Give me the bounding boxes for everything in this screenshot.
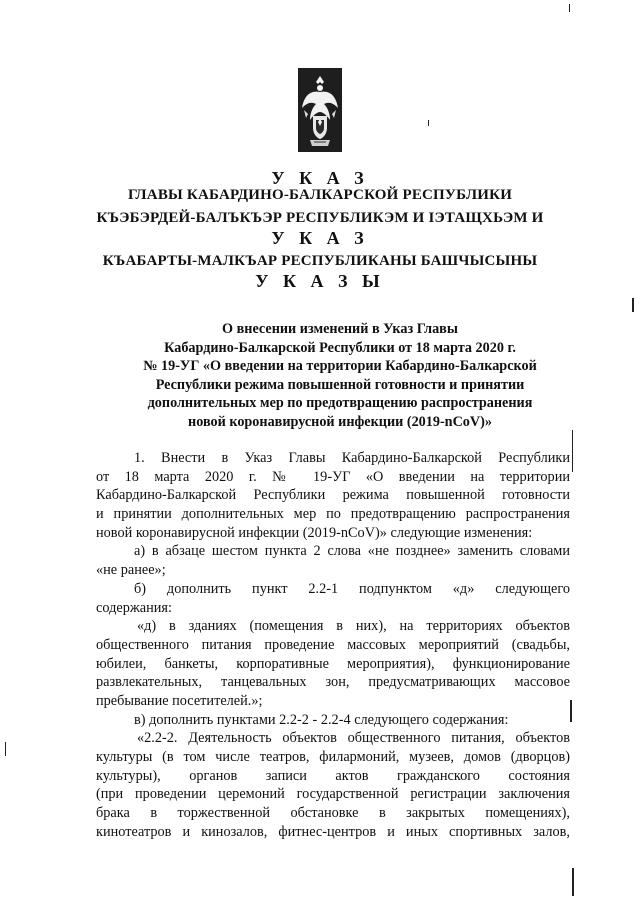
title-line: дополнительных мер по предотвращению распространения bbox=[147, 395, 533, 412]
body-line: от 18 марта 2020 г. № 19-УГ «О введении на территории bbox=[96, 468, 570, 485]
body-line: кинотеатров и кинозалов, фитнес-центров и иных спортивных залов, bbox=[96, 823, 570, 840]
body-line: культуры (в том числе театров, филармоний, музеев, домов (дворцов) bbox=[96, 749, 570, 766]
scan-mark bbox=[572, 430, 573, 472]
issuer-russian: ГЛАВЫ КАБАРДИНО-БАЛКАРСКОЙ РЕСПУБЛИКИ bbox=[127, 187, 513, 203]
scan-mark bbox=[569, 4, 570, 12]
body-line: общественного питания проведение массовых мероприятий (свадьбы, bbox=[96, 636, 570, 653]
body-line: культуры), органов записи актов гражданского состояния bbox=[96, 767, 570, 784]
body-line: «д) в зданиях (помещения в них), на территориях объектов bbox=[137, 618, 570, 635]
title-line: Республики режима повышенной готовности и принятии bbox=[155, 376, 525, 393]
decree-heading: У К А З bbox=[271, 168, 369, 188]
decree-title bbox=[100, 320, 580, 432]
body-line: (при проведении церемоний государственной регистрации заключения bbox=[96, 786, 570, 803]
coat-of-arms-emblem bbox=[298, 68, 342, 152]
body-line: «не ранее»; bbox=[96, 562, 166, 579]
title-line: новой коронавирусной инфекции (2019-nCoV)» bbox=[188, 413, 492, 430]
body-line: в) дополнить пунктами 2.2-2 - 2.2-4 следующего содержания: bbox=[134, 711, 509, 728]
body-line: юбилеи, банкеты, корпоративные мероприятия), функционирование bbox=[96, 655, 570, 672]
issuer-kabardian: КЪЭБЭРДЕЙ-БАЛЪКЪЭР РЕСПУБЛИКЭМ И ІЭТАЩХЬЭМ И bbox=[96, 210, 544, 226]
scan-mark bbox=[632, 298, 634, 312]
decree-body bbox=[96, 449, 570, 842]
title-line: № 19-УГ «О введении на территории Кабардино-Балкарской bbox=[143, 358, 537, 375]
body-line: 1. Внести в Указ Главы Кабардино-Балкарской Республики bbox=[134, 450, 570, 466]
title-line: О внесении изменений в Указ Главы bbox=[222, 321, 458, 337]
body-line: брака в торжественной обстановке в закрытых помещениях), bbox=[96, 805, 570, 822]
issuer-balkar: КЪАБАРТЫ-МАЛКЪАР РЕСПУБЛИКАНЫ БАШЧЫСЫНЫ bbox=[102, 253, 538, 269]
decree-heading-balkar: У К А З Ы bbox=[255, 271, 385, 291]
scan-mark bbox=[428, 120, 429, 126]
body-line: Кабардино-Балкарской Республики режима повышенной готовности bbox=[96, 487, 570, 504]
body-line: «2.2-2. Деятельность объектов общественного питания, объектов bbox=[137, 730, 570, 747]
body-line: а) в абзаце шестом пункта 2 слова «не позднее» заменить словами bbox=[134, 543, 570, 560]
body-line: содержания: bbox=[96, 599, 172, 616]
scan-mark bbox=[570, 700, 572, 722]
scan-mark bbox=[572, 868, 574, 896]
title-line: Кабардино-Балкарской Республики от 18 марта 2020 г. bbox=[164, 339, 516, 356]
body-line: и принятии дополнительных мер по предотвращению распространения bbox=[96, 506, 570, 523]
body-line: развлекательных, танцевальных зон, предусматривающих массовое bbox=[96, 674, 570, 691]
body-line: пребывание посетителей.»; bbox=[96, 692, 263, 709]
scan-mark bbox=[5, 742, 6, 756]
decree-heading-kabardian: У К А З bbox=[271, 228, 369, 248]
body-line: новой коронавирусной инфекции (2019-nCoV)» следующие изменения: bbox=[96, 524, 533, 541]
body-line: б) дополнить пункт 2.2-1 подпунктом «д» следующего bbox=[134, 580, 570, 597]
